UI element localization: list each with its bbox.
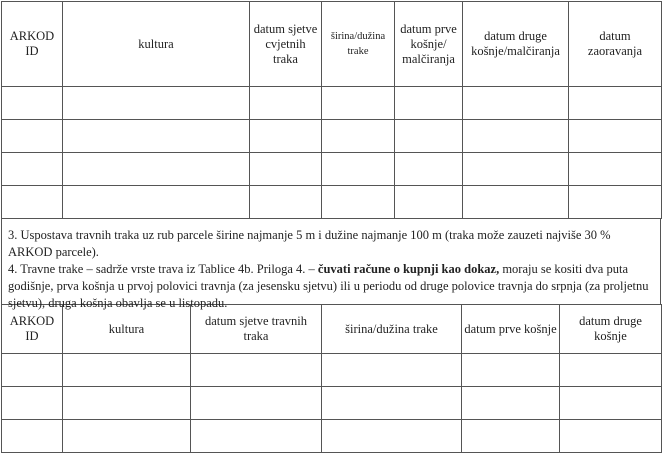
table-cell[interactable]	[63, 387, 191, 420]
header-sirina-duzina: širina/dužina trake	[322, 305, 462, 354]
table-cell[interactable]	[395, 120, 463, 153]
table-cell[interactable]	[2, 387, 63, 420]
table-cell[interactable]	[560, 354, 662, 387]
table-cell[interactable]	[463, 186, 569, 219]
table-row	[2, 186, 662, 219]
table-cell[interactable]	[462, 354, 560, 387]
table-cell[interactable]	[191, 354, 322, 387]
header-datum-druge-kosnje: datum druge košnje/malčiranja	[463, 2, 569, 87]
table-cell[interactable]	[395, 153, 463, 186]
table-cell[interactable]	[395, 186, 463, 219]
header-datum-sjetve: datum sjetve cvjetnih traka	[250, 2, 322, 87]
table-cell[interactable]	[2, 87, 63, 120]
table-cell[interactable]	[462, 387, 560, 420]
table-row	[2, 420, 662, 453]
table-header-row	[2, 2, 662, 87]
header-datum-druge-kosnje: datum druge košnje	[560, 305, 662, 354]
table-cell[interactable]	[569, 186, 662, 219]
table-cell[interactable]	[322, 387, 462, 420]
instruction-item-4-start: 4. Travne trake – sadrže vrste trava iz Tablice 4b. Priloga 4. –	[8, 262, 318, 276]
table-cell[interactable]	[191, 387, 322, 420]
table-cell[interactable]	[560, 387, 662, 420]
header-datum-sjetve: datum sjetve travnih traka	[191, 305, 322, 354]
instruction-item-4-bold: čuvati račune o kupnji kao dokaz,	[317, 262, 500, 276]
table-cell[interactable]	[322, 153, 395, 186]
header-kultura: kultura	[63, 305, 191, 354]
cvjetne-trake-table	[1, 1, 662, 219]
document-page	[1, 1, 661, 453]
table-cell[interactable]	[2, 186, 63, 219]
table-cell[interactable]	[2, 420, 63, 453]
table-cell[interactable]	[569, 153, 662, 186]
table-cell[interactable]	[322, 354, 462, 387]
table-cell[interactable]	[63, 120, 250, 153]
table-cell[interactable]	[462, 420, 560, 453]
table-cell[interactable]	[250, 153, 322, 186]
instructions-text	[1, 219, 661, 310]
table-cell[interactable]	[322, 87, 395, 120]
table-row	[2, 87, 662, 120]
table-cell[interactable]	[2, 153, 63, 186]
table-cell[interactable]	[395, 87, 463, 120]
instruction-item-4-end: moraju se kositi dva puta godišnje, prva košnja u prvoj polovici travnja (za jesensku sjetvu) ili u periodu od druge polovice travnja do srpnja (za proljetnu sjetvu), druga košnja obavlja se u listopadu.	[8, 262, 649, 310]
table-cell[interactable]	[322, 120, 395, 153]
table-cell[interactable]	[463, 153, 569, 186]
table-cell[interactable]	[63, 354, 191, 387]
table-cell[interactable]	[250, 186, 322, 219]
travne-trake-table	[1, 304, 662, 453]
table-cell[interactable]	[322, 186, 395, 219]
table-cell[interactable]	[322, 420, 462, 453]
header-sirina-duzina: širina/dužina trake	[322, 2, 395, 87]
table-row	[2, 354, 662, 387]
table-cell[interactable]	[560, 420, 662, 453]
header-arkod-id: ARKOD ID	[2, 305, 63, 354]
table-cell[interactable]	[569, 87, 662, 120]
header-datum-zaoravanja: datum zaoravanja	[569, 2, 662, 87]
table-row	[2, 153, 662, 186]
table-cell[interactable]	[2, 354, 63, 387]
table-cell[interactable]	[569, 120, 662, 153]
header-kultura: kultura	[63, 2, 250, 87]
header-datum-prve-kosnje: datum prve košnje/ malčiranja	[395, 2, 463, 87]
table-cell[interactable]	[463, 87, 569, 120]
table-cell[interactable]	[63, 186, 250, 219]
table-row	[2, 120, 662, 153]
table-cell[interactable]	[250, 87, 322, 120]
table-cell[interactable]	[63, 153, 250, 186]
table-cell[interactable]	[191, 420, 322, 453]
header-datum-prve-kosnje: datum prve košnje	[462, 305, 560, 354]
table-cell[interactable]	[463, 120, 569, 153]
table-cell[interactable]	[2, 120, 63, 153]
table-cell[interactable]	[63, 420, 191, 453]
table-row	[2, 387, 662, 420]
table-cell[interactable]	[63, 87, 250, 120]
instruction-item-3: 3. Uspostava travnih traka uz rub parcele širine najmanje 5 m i dužine najmanje 100 m (traka može zauzeti najviše 30 % ARKOD parcele).	[8, 228, 611, 259]
header-arkod-id: ARKOD ID	[2, 2, 63, 87]
table-cell[interactable]	[250, 120, 322, 153]
